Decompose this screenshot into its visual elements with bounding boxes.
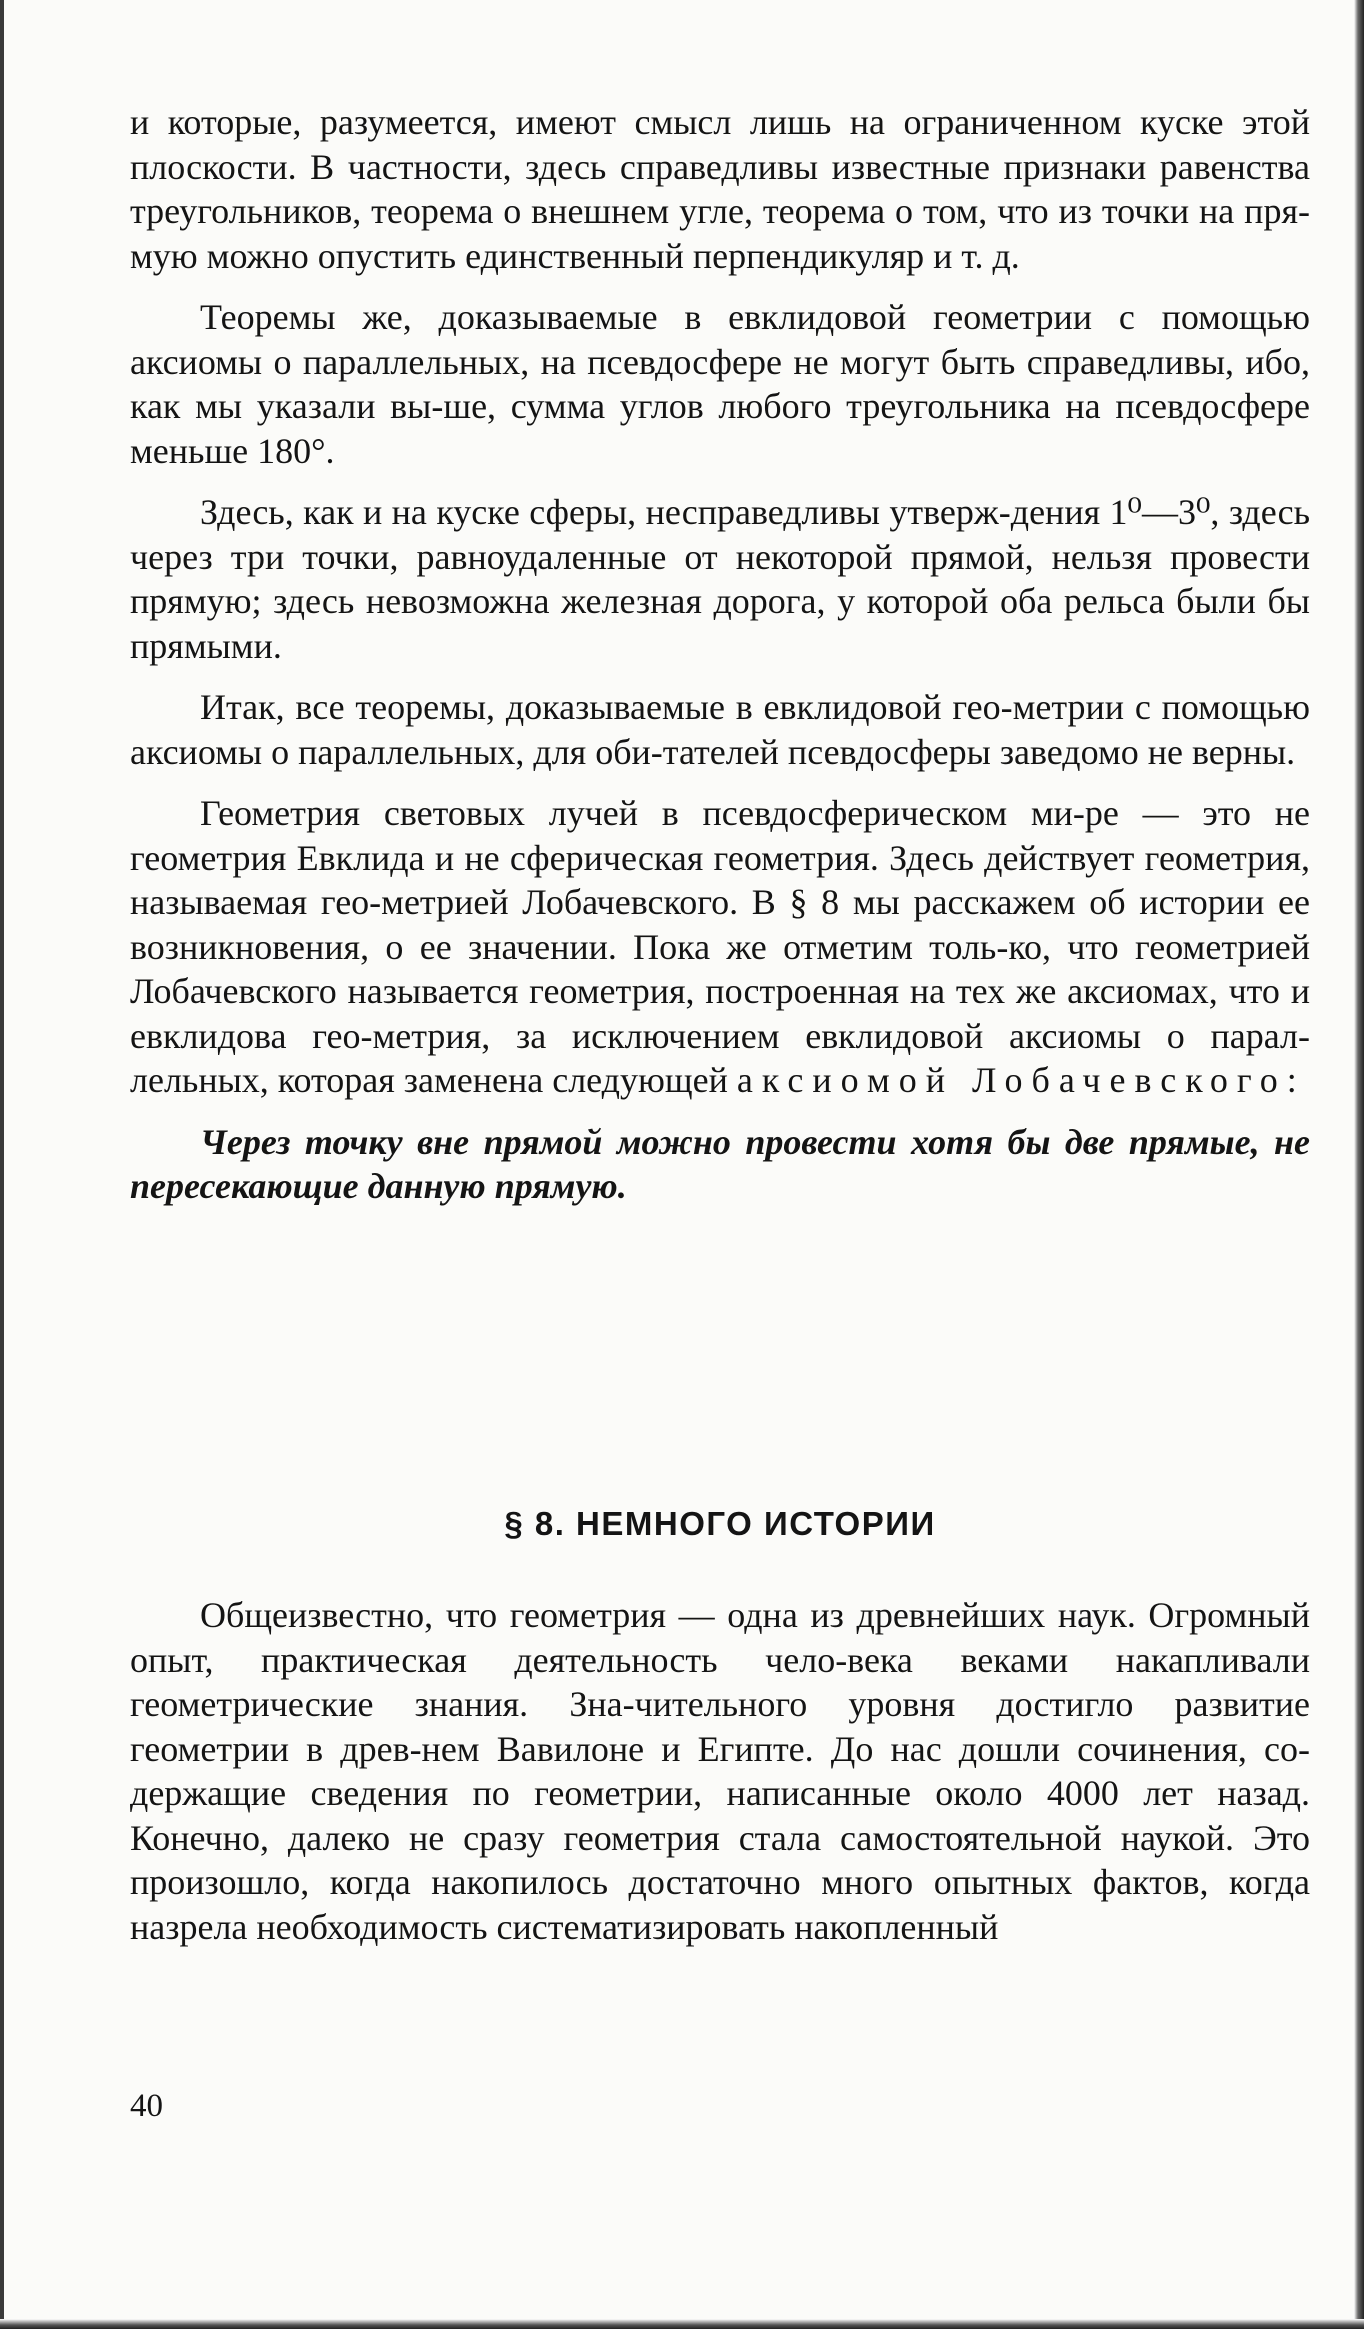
scan-edge-right [1354, 0, 1364, 2329]
lobachevsky-axiom-statement: Через точку вне прямой можно провести хотя бы две прямые, не пересекающие данную прямую. [130, 1121, 1310, 1206]
lobachevsky-text: Геометрия световых лучей в псевдосферическом ми-ре — это не геометрия Евклида и не сферическая геометрия. Здесь действует геометрия, называемая гео-метрией Лобачевского. В § 8 мы расскажем об истории ее возникновения, о ее значении. Пока же отметим толь-ко, что геометрией Лобачевского называется геометрия, построенная на тех же аксиомах, что и евклидова гео-метрия, за исключением евклидовой аксиомы о парал-лельных, которая заменена следующей [130, 793, 1310, 1100]
lobachevsky-axiom-term: аксиомой Лобачевского [736, 1060, 1287, 1100]
scan-edge-bottom [0, 2319, 1364, 2329]
section-heading: § 8. НЕМНОГО ИСТОРИИ [504, 1505, 936, 1542]
paragraph-continuation: и которые, разумеется, имеют смысл лишь на ограниченном куске этой плоскости. В частности, здесь справедливы известные признаки равенства треугольников, теорема о внешнем угле, теорема о том, что из точки на пря-мую можно опустить единственный перпендикуляр и т. д. [130, 102, 1310, 276]
paragraph-pseudosphere-conclusion: Итак, все теоремы, доказываемые в евклидовой гео-метрии с помощью аксиомы о параллельных, для оби-тателей псевдосферы заведомо не верны. [130, 687, 1310, 772]
main-text-top [130, 100, 1310, 1226]
page-number: 40 [130, 2088, 163, 2124]
main-text-bottom [130, 1593, 1310, 1966]
paragraph-sphere-comparison: Здесь, как и на куске сферы, несправедливы утверж-дения 1⁰—3⁰, здесь через три точки, равноудаленные от некоторой прямой, нельзя провести прямую; здесь невозможна железная дорога, у которой оба рельса были бы прямыми. [130, 492, 1310, 666]
lobachevsky-ending: : [1286, 1060, 1297, 1100]
paragraph-history: Общеизвестно, что геометрия — одна из древнейших наук. Огромный опыт, практическая деятельность чело-века веками накапливали геометрические знания. Зна-чительного уровня достигло развитие геометрии в древ-нем Вавилоне и Египте. До нас дошли сочинения, со-держащие сведения по геометрии, написанные около 4000 лет назад. Конечно, далеко не сразу геометрия стала самостоятельной наукой. Это произошло, когда накопилось достаточно много опытных фактов, когда назрела необходимость систематизировать накопленный [130, 1595, 1310, 1947]
paragraph-theorems-parallels: Теоремы же, доказываемые в евклидовой геометрии с помощью аксиомы о параллельных, на псевдосфере не могут быть справедливы, ибо, как мы указали вы-ше, сумма углов любого треугольника на псевдосфере меньше 180°. [130, 297, 1310, 471]
paragraph-lobachevsky-geometry [130, 791, 1310, 1103]
scan-edge-left [0, 0, 4, 2329]
